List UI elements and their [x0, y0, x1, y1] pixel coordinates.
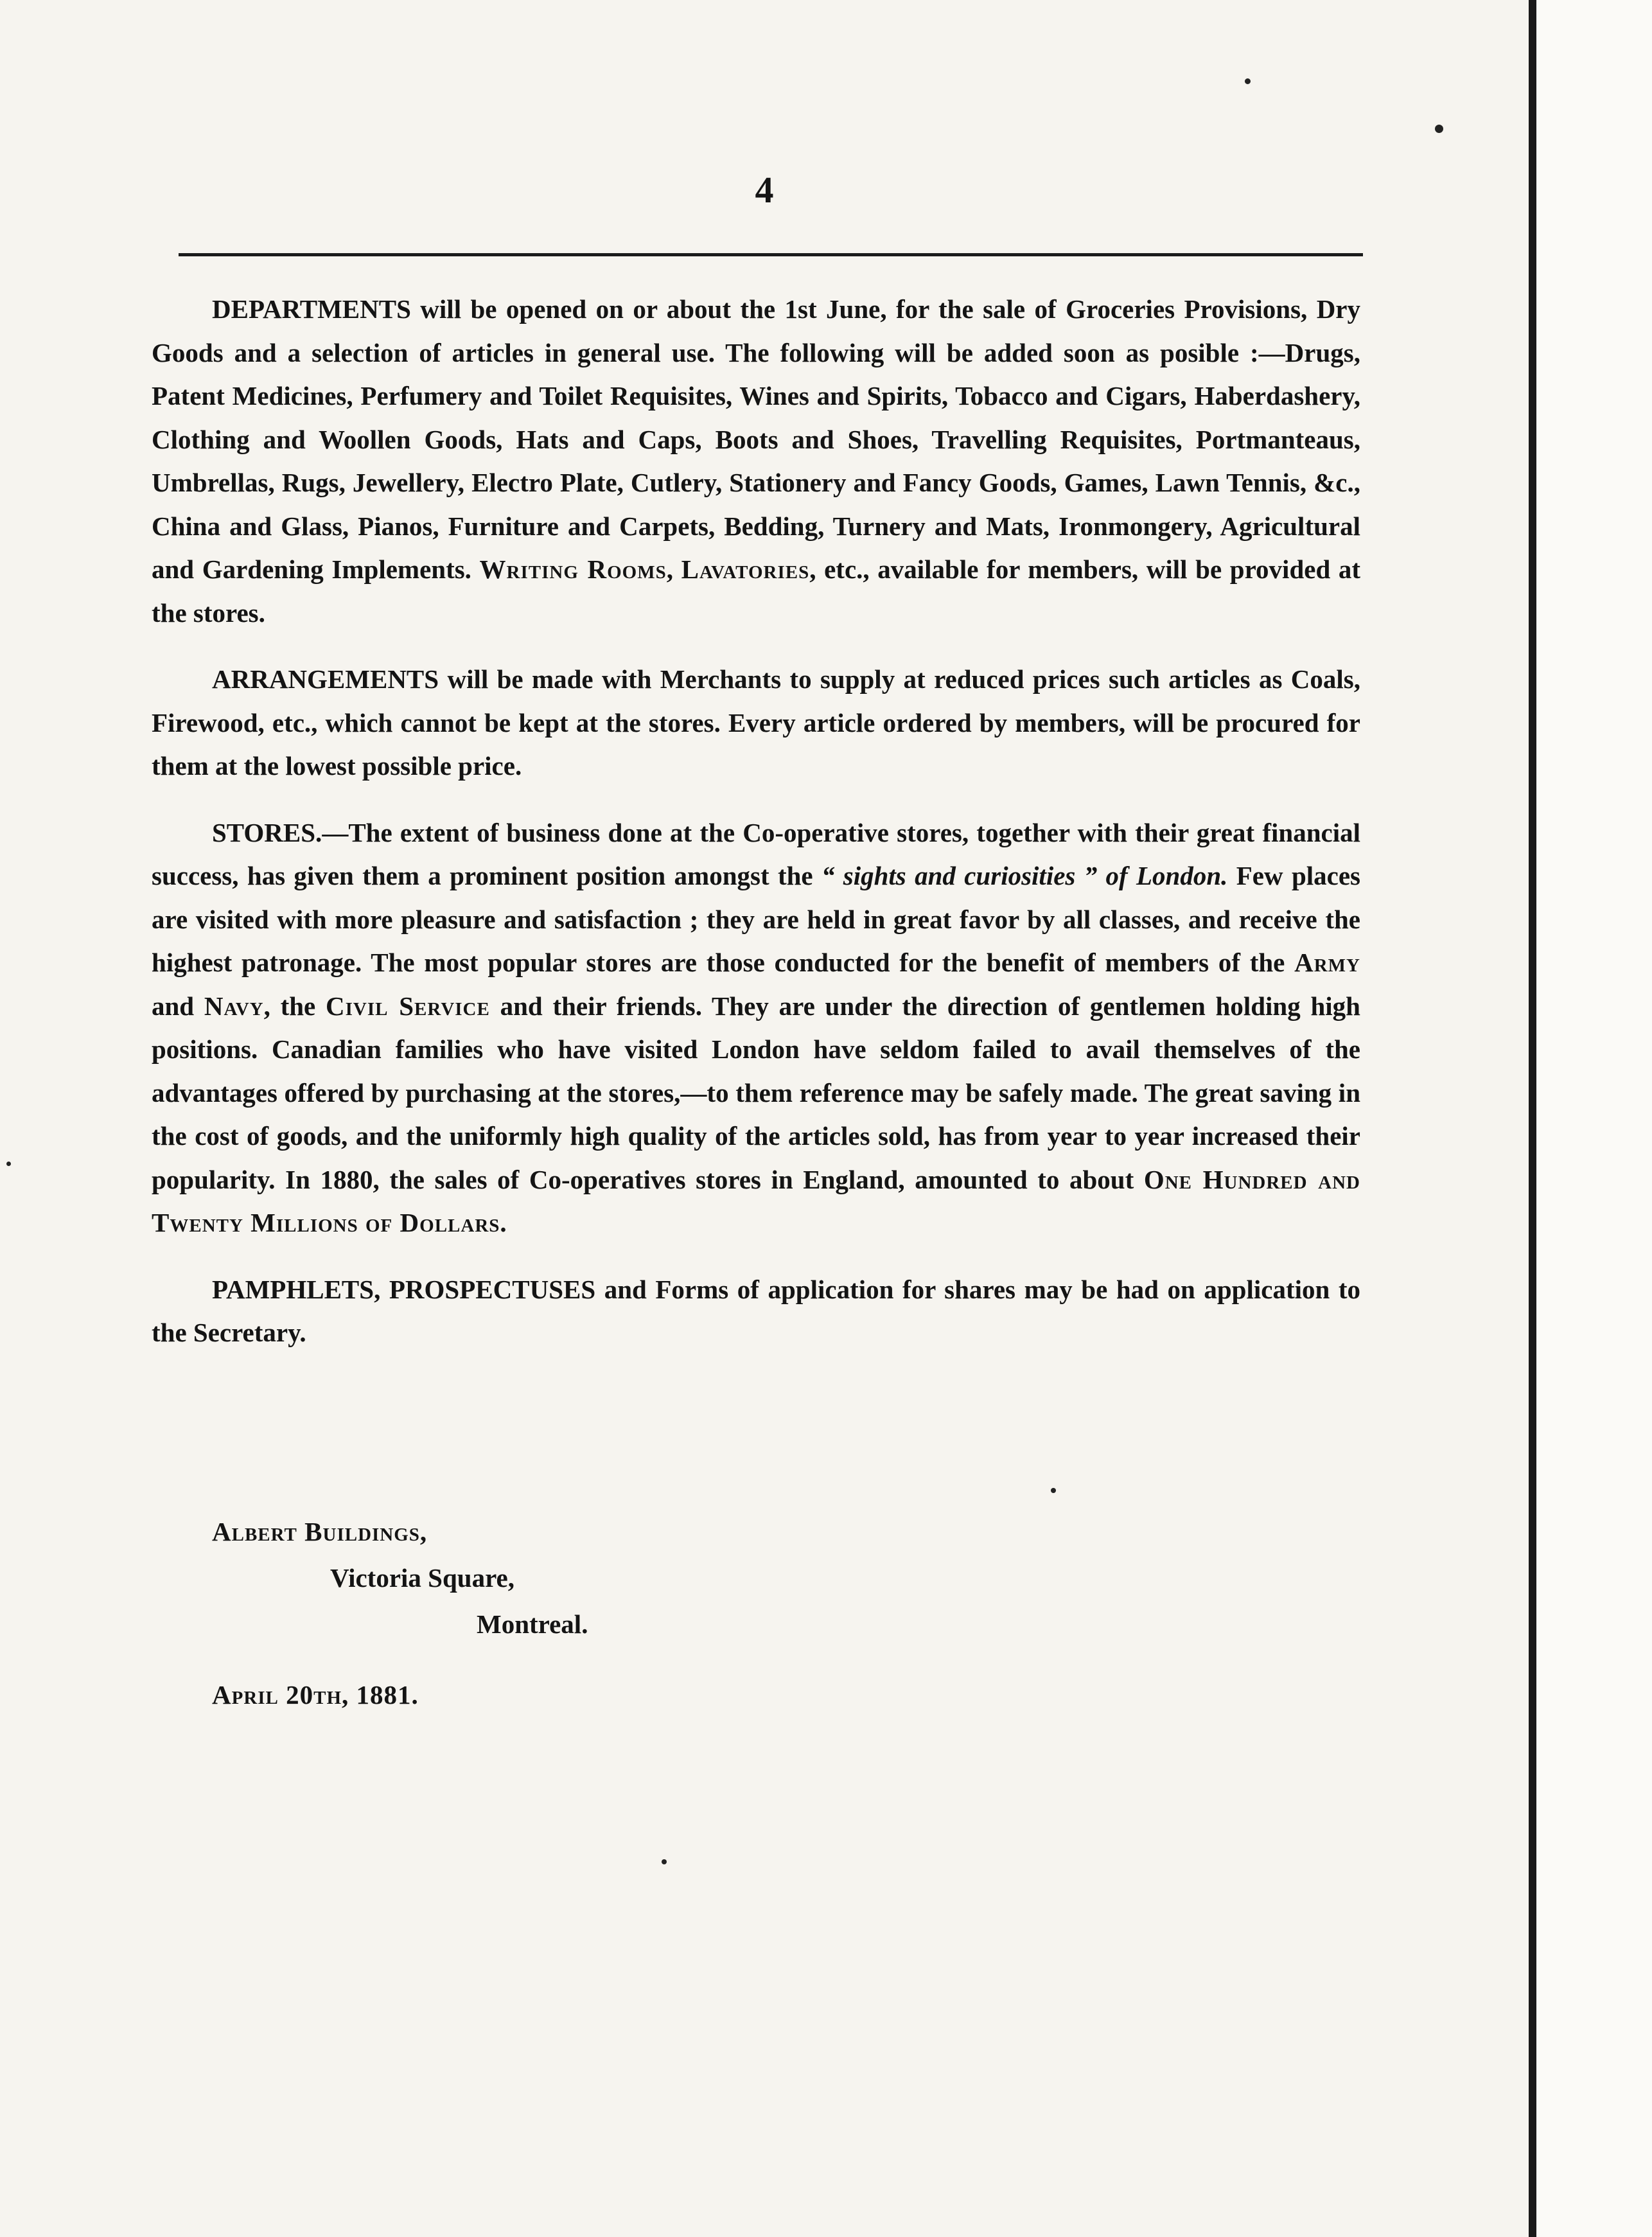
lead-word: ARRANGEMENTS: [212, 664, 439, 694]
page-edge-shadow: [1529, 0, 1536, 2237]
address-line-1: Albert Buildings,: [212, 1517, 428, 1546]
lead-word: PAMPHLETS, PROSPECTUSES: [212, 1274, 596, 1304]
document-date: April 20th, 1881.: [212, 1680, 419, 1710]
paragraph-pamphlets: PAMPHLETS, PROSPECTUSES and Forms of application for shares may be had on application to the Secretary.: [152, 1274, 1360, 1347]
paragraph-stores: STORES.—The extent of business done at the Co-operative stores, together with their great financial success, has given them a prominent position amongst the “ sights and curiosities ” of London. Few places are visited with more pleasure and satisfaction ; they are held in great favor by all classes, and receive the highest patronage. The most popular stores are those conducted for the benefit of members of the Army and Navy, the Civil Service and their friends. They are under the direction of gentlemen holding high positions. Canadian families who have visited London have seldom failed to avail themselves of the advantages offered by purchasing at the stores,—to them reference may be safely made. The great saving in the cost of goods, and the uniformly high quality of the articles sold, has from year to year increased their popularity. In 1880, the sales of Co-operatives stores in England, amounted to about One Hundred and Twenty Millions of Dollars.: [152, 817, 1360, 1237]
address-line-3: Montreal.: [477, 1609, 588, 1639]
lead-word: STORES.: [212, 817, 322, 847]
paragraph-departments: DEPARTMENTS will be opened on or about the 1st June, for the sale of Groceries Provisions, Dry Goods and a selection of articles in general use. The following will be added soon as posible :—Drugs, Patent Medicines, Perfumery and Toilet Requisites, Wines and Spirits, Tobacco and Cigars, Haberdashery, Clothing and Woollen Goods, Hats and Caps, Boots and Shoes, Travelling Requisites, Portmanteaus, Umbrellas, Rugs, Jewellery, Electro Plate, Cutlery, Stationery and Fancy Goods, Games, Lawn Tennis, &c., China and Glass, Pianos, Furniture and Carpets, Bedding, Turnery and Mats, Ironmongery, Agricultural and Gardening Implements. Writing Rooms, Lavatories, etc., available for members, will be provided at the stores.: [152, 294, 1361, 628]
adjacent-page-margin: [1536, 0, 1652, 2237]
page-number: 4: [755, 169, 774, 211]
print-speck: [6, 1162, 11, 1166]
print-speck: [1435, 125, 1443, 133]
lead-word: DEPARTMENTS: [212, 294, 411, 324]
print-speck: [1245, 78, 1251, 84]
paragraph-arrangements: ARRANGEMENTS will be made with Merchants to supply at reduced prices such articles as Coals, Firewood, etc., which cannot be kept at the stores. Every article ordered by members, will be procured for them at the lowest possible price.: [152, 664, 1360, 781]
header-rule: [179, 253, 1363, 256]
print-speck: [1051, 1488, 1056, 1493]
print-speck: [662, 1859, 667, 1864]
body-text: [152, 288, 1360, 1378]
address-line-2: Victoria Square,: [330, 1563, 514, 1593]
